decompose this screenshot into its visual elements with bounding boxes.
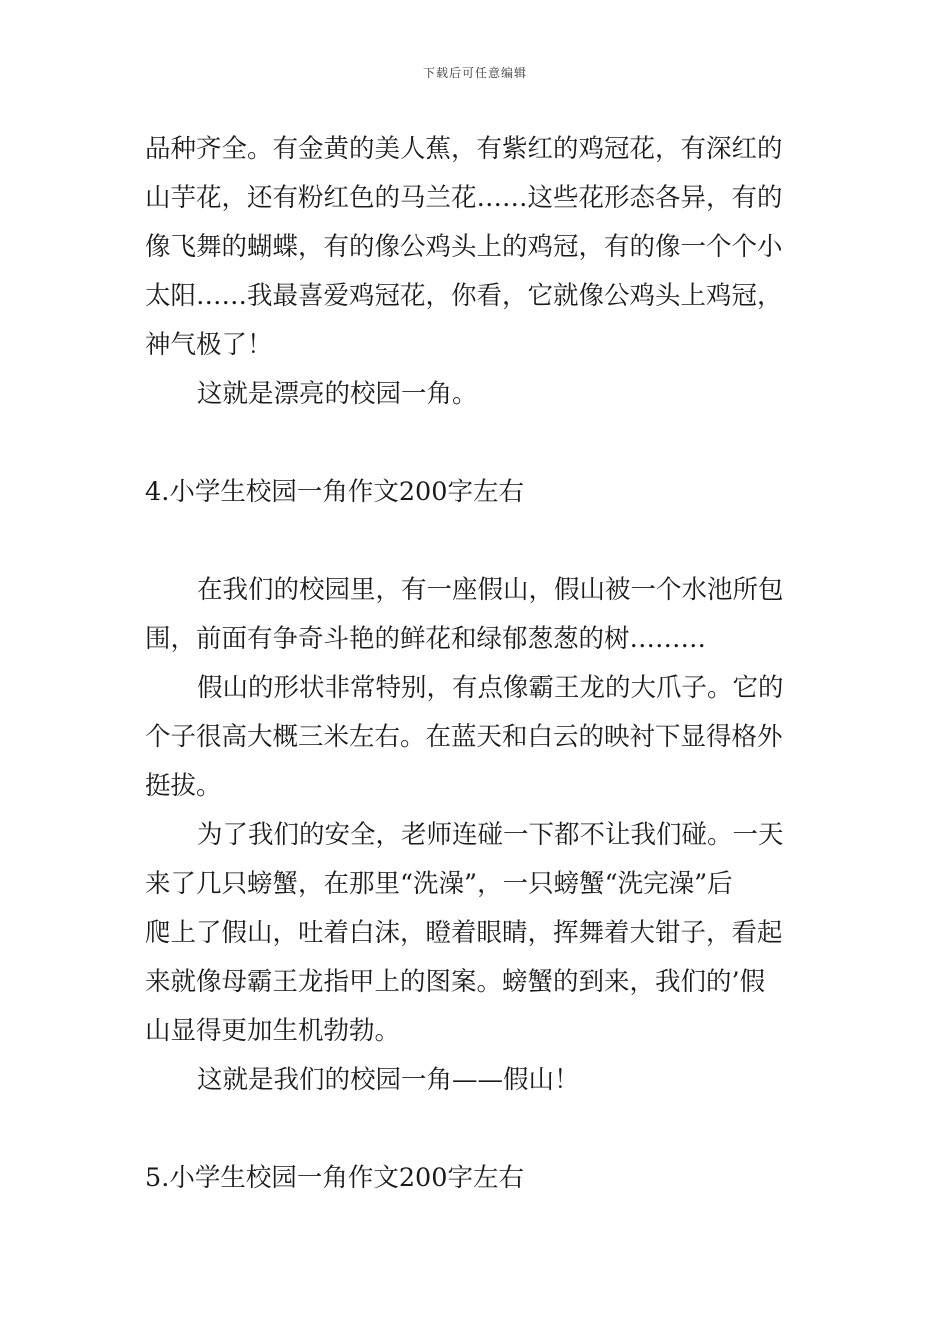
paragraph-line: 为了我们的安全，老师连碰一下都不让我们碰。一天	[197, 820, 784, 850]
paragraph-line: 个子很高大概三米左右。在蓝天和白云的映衬下显得格外	[145, 722, 783, 752]
paragraph-line: 神气极了！	[145, 330, 273, 360]
paragraph-line: 品种齐全。有金黄的美人蕉，有紫红的鸡冠花，有深红的	[145, 134, 783, 164]
document-body	[145, 125, 815, 1203]
paragraph-line: 山显得更加生机勃勃。	[145, 1016, 401, 1046]
paragraph-line: 山芋花，还有粉红色的马兰花……这些花形态各异，有的	[145, 183, 783, 213]
paragraph-line: 挺拔。	[145, 771, 222, 801]
paragraph-line: 在我们的校园里，有一座假山，假山被一个水池所包	[197, 575, 784, 605]
closing-line: 这就是我们的校园一角——假山！	[197, 1065, 580, 1095]
paragraph-line: 太阳……我最喜爱鸡冠花，你看，它就像公鸡头上鸡冠，	[145, 281, 783, 311]
page-header: 下载后可任意编辑	[422, 66, 527, 80]
paragraph-line: 像飞舞的蝴蝶，有的像公鸡头上的鸡冠，有的像一个个小	[145, 232, 783, 262]
paragraph-line: 假山的形状非常特别，有点像霸王龙的大爪子。它的	[197, 673, 784, 703]
section-heading-5: 5.小学生校园一角作文200字左右	[145, 1163, 525, 1193]
closing-line: 这就是漂亮的校园一角。	[197, 379, 478, 409]
paragraph-line: 爬上了假山，吐着白沫，瞪着眼睛，挥舞着大钳子，看起	[145, 918, 783, 948]
paragraph-line: 围，前面有争奇斗艳的鲜花和绿郁葱葱的树………	[145, 624, 707, 654]
section-heading-4: 4.小学生校园一角作文200字左右	[145, 477, 525, 507]
paragraph-line: 来了几只螃蟹，在那里“洗澡”，一只螃蟹“洗完澡”后	[145, 869, 733, 899]
paragraph-line: 来就像母霸王龙指甲上的图案。螃蟹的到来，我们的’假	[145, 967, 766, 997]
